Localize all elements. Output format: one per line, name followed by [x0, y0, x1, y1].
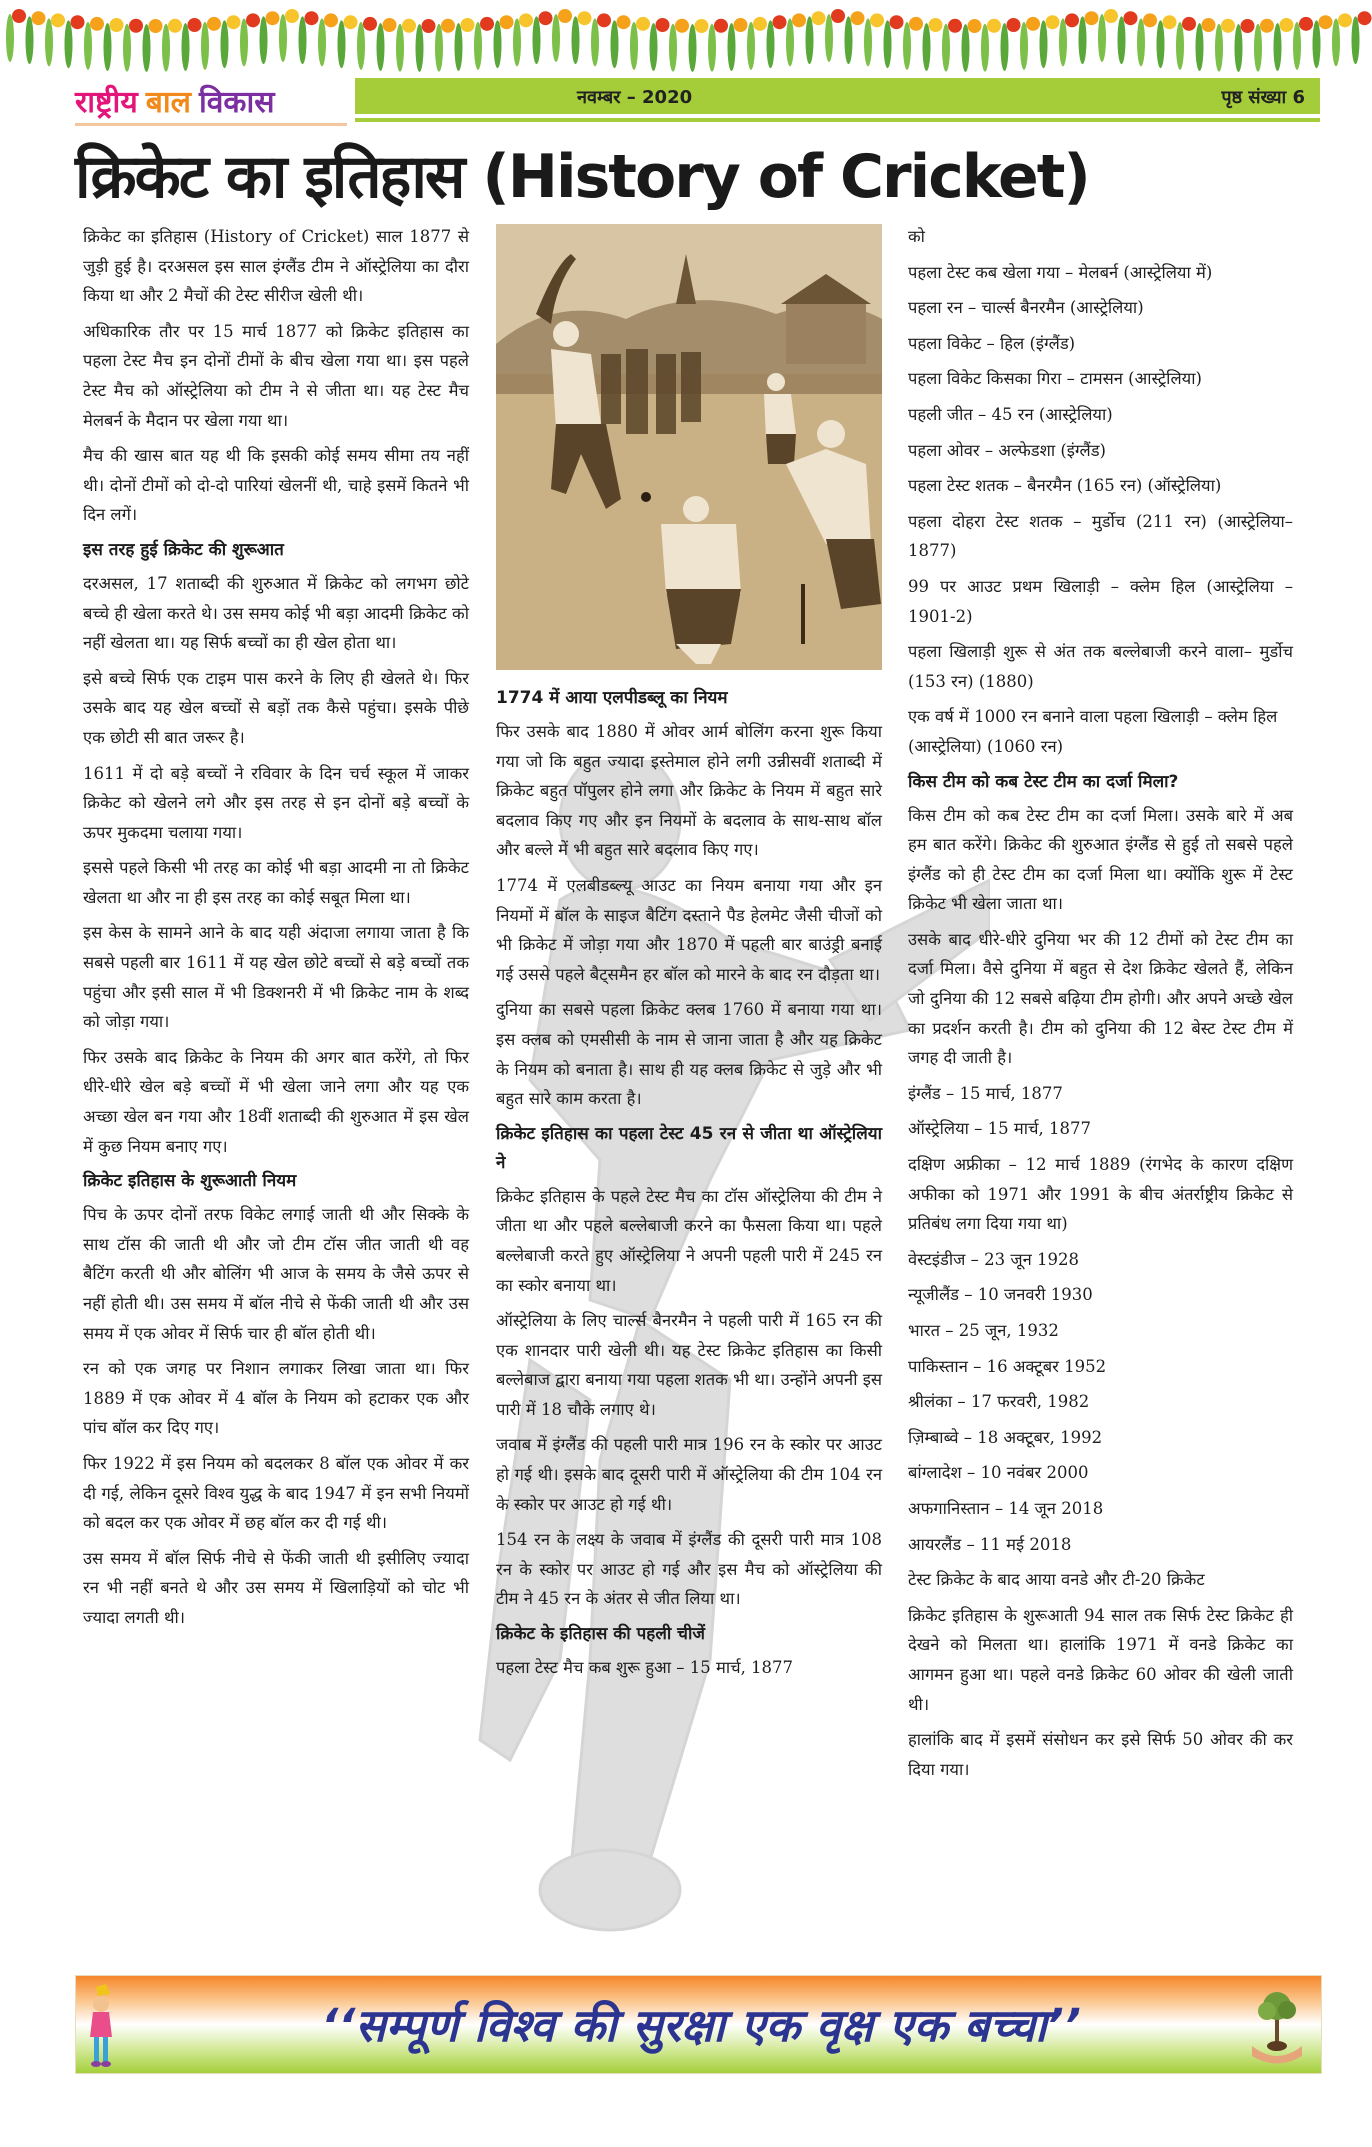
section-heading: इस तरह हुई क्रिकेट की शुरूआत [83, 539, 284, 560]
marigold-flower [1299, 17, 1313, 31]
marigold-flower [1338, 13, 1352, 27]
section-heading: 1774 में आया एलपीडब्लू का नियम [496, 688, 728, 708]
mango-leaf [1137, 18, 1145, 66]
mango-leaf [104, 23, 112, 71]
marigold-flower [246, 13, 260, 27]
mango-leaf [1176, 22, 1184, 70]
mango-leaf [494, 20, 502, 68]
marigold-flower [500, 15, 514, 29]
mango-leaf [162, 24, 170, 72]
list-item: श्रीलंका – 17 फरवरी, 1982 [908, 1392, 1090, 1412]
paragraph: फिर उसके बाद 1880 में ओवर आर्म बोलिंग करना शुरू किया गया जो कि बहुत ज्यादा इस्तेमाल होने लगी उन्नीसवीं शताब्दी में क्रिकेट बहुत पॉपुलर होने लगा और क्रिकेट के नियम में बहुत सारे बदलाव किए गए और इन नियमों के बदलाव के साथ-साथ बॉल और बल्ले में भी बहुत सारे बदलाव किए गए। [496, 722, 882, 860]
marigold-flower [1065, 13, 1079, 27]
list-item: इंग्लैंड – 15 मार्च, 1877 [908, 1083, 1063, 1103]
mango-leaf [513, 18, 521, 66]
paragraph: पिच के ऊपर दोनों तरफ विकेट लगाई जाती थी और सिक्के के साथ टॉस की जाती थी और जो टीम टॉस जीत जाती थी वह बैटिंग करती थी और बोलिंग भी आज के समय के जैसे ऊपर से नहीं होती थी। उस समय में बॉल नीचे से फेंकी जाती थी और उस समय में एक ओवर में सिर्फ चार ही बॉल होती थी। [83, 1205, 469, 1343]
marigold-garland-decoration [0, 0, 1372, 80]
marigold-flower [305, 11, 319, 25]
marigold-flower [227, 15, 241, 29]
marigold-flower [812, 11, 826, 25]
mango-leaf [1059, 18, 1067, 66]
marigold-flower [714, 19, 728, 33]
mango-leaf [45, 18, 53, 66]
slogan-banner [75, 1975, 1322, 2074]
mango-leaf [143, 24, 151, 72]
mango-leaf [6, 14, 14, 62]
publication-logo [75, 78, 347, 122]
mango-leaf [767, 20, 775, 68]
mango-leaf [630, 22, 638, 70]
logo-word-2: बाल [145, 84, 191, 120]
mango-leaf [669, 24, 677, 72]
marigold-flower [149, 19, 163, 33]
marigold-flower [831, 9, 845, 23]
marigold-flower [851, 11, 865, 25]
mango-leaf [1215, 24, 1223, 72]
marigold-flower [734, 18, 748, 32]
marigold-flower [948, 19, 962, 33]
mango-leaf [338, 20, 346, 68]
mango-leaf [845, 16, 853, 64]
marigold-flower [1163, 15, 1177, 29]
mango-leaf [201, 22, 209, 70]
list-item: न्यूजीलैंड – 10 जनवरी 1930 [908, 1285, 1093, 1305]
paragraph: इस केस के सामने आने के बाद यही अंदाजा लगाया जाता है कि सबसे पहली बार 1611 में यह खेल छोटे बच्चों से बड़े बच्चों तक पहुंचा और इसी साल में भी डिक्शनरी में भी क्रिकेट नाम के शब्द को जोड़ा गया। [83, 923, 469, 1032]
marigold-flower [870, 13, 884, 27]
paragraph: क्रिकेट इतिहास के शुरूआती 94 साल तक सिर्फ टेस्ट क्रिकेट ही देखने को मिलता था। हालांकि 1971 में वनडे क्रिकेट का आगमन हुआ था। पहले वनडे क्रिकेट 60 ओवर की खेली जाती थी। [908, 1605, 1293, 1714]
section-heading: क्रिकेट इतिहास के शुरूआती नियम [83, 1171, 297, 1192]
mango-leaf [884, 20, 892, 68]
mango-leaf [708, 24, 716, 72]
mango-leaf [1352, 16, 1360, 64]
marigold-flower [617, 15, 631, 29]
mango-leaf [1235, 24, 1243, 72]
section-heading: क्रिकेट इतिहास का पहला टेस्ट 45 रन से जीता था ऑस्ट्रेलिया ने [496, 1123, 882, 1173]
list-item: पहला विकेट – हिल (इंग्लैंड) [908, 333, 1076, 353]
mango-leaf [552, 14, 560, 62]
paragraph: जवाब में इंग्लैंड की पहली पारी मात्र 196 रन के स्कोर पर आउट हो गई थी। इसके बाद दूसरी पारी में ऑस्ट्रेलिया की टीम 104 रन के स्कोर पर आउट हो गई थी। [496, 1435, 882, 1514]
list-item: ज़िम्बाब्वे – 18 अक्टूबर, 1992 [908, 1427, 1103, 1447]
marigold-flower [1241, 19, 1255, 33]
paragraph: ऑस्ट्रेलिया के लिए चार्ल्स बैनरमैन ने पहली पारी में 165 रन की एक शानदार पारी खेली थी। यह टेस्ट क्रिकेट इतिहास का किसी बल्लेबाज द्वारा बनाया गया पहला शतक भी था। उन्होंने अपनी इस पारी में 18 चौके लगाए थे। [496, 1311, 882, 1419]
marigold-flower [422, 19, 436, 33]
mango-leaf [533, 16, 541, 64]
marigold-flower [480, 17, 494, 31]
mango-leaf [962, 24, 970, 72]
marigold-flower [1124, 11, 1138, 25]
mango-leaf [806, 16, 814, 64]
mango-leaf [221, 20, 229, 68]
header-bar-underline [355, 118, 1320, 122]
list-item: पहला टेस्ट कब खेला गया – मेलबर्न (आस्ट्रेलिया में) [908, 262, 1213, 282]
child-cartoon-icon [86, 1982, 116, 2068]
marigold-flower [890, 15, 904, 29]
mango-leaf [786, 18, 794, 66]
marigold-flower [1085, 11, 1099, 25]
mango-leaf [1098, 14, 1106, 62]
mango-leaf [572, 16, 580, 64]
subheading: टेस्ट क्रिकेट के बाद आया वनडे और टी-20 क्रिकेट [908, 1570, 1205, 1590]
marigold-flower [1046, 15, 1060, 29]
mango-leaf [299, 16, 307, 64]
mango-leaf [1313, 20, 1321, 68]
list-item: पहला विकेट किसका गिरा – टामसन (आस्ट्रेलिया) [908, 369, 1202, 389]
marigold-flower [363, 17, 377, 31]
marigold-flower [1104, 9, 1118, 23]
issue-date: नवम्बर – 2020 [577, 87, 693, 108]
marigold-flower [1319, 15, 1333, 29]
article-column-1 [83, 222, 469, 1639]
mango-leaf [864, 18, 872, 66]
mango-leaf [825, 14, 833, 62]
paragraph: उस समय में बॉल सिर्फ नीचे से फेंकी जाती थी इसीलिए ज्यादा रन भी नहीं बनते थे और उस समय में खिलाड़ियों को चोट भी ज्यादा लगती थी। [83, 1548, 469, 1627]
list-item: 99 पर आउट प्रथम खिलाड़ी – क्लेम हिल (आस्ट्रेलिया – 1901-2) [908, 576, 1293, 626]
marigold-flower [383, 18, 397, 32]
list-item: पहला खिलाड़ी शुरू से अंत तक बल्लेबाजी करने वाला– मुर्डोच (153 रन) (1880) [908, 642, 1293, 691]
marigold-flower [597, 13, 611, 27]
marigold-flower [636, 17, 650, 31]
marigold-flower [539, 11, 553, 25]
mango-leaf [591, 18, 599, 66]
list-item: दक्षिण अफ्रीका – 12 मार्च 1889 (रंगभेद के कारण दक्षिण अफीका को 1971 और 1991 के बीच अंतर्राष्ट्रीय क्रिकेट से प्रतिबंध लगा दिया गया था) [908, 1155, 1293, 1234]
mango-leaf [240, 18, 248, 66]
marigold-flower [207, 17, 221, 31]
marigold-flower [1221, 19, 1235, 33]
mango-leaf [1293, 22, 1301, 70]
mango-leaf [182, 23, 190, 71]
list-item: बांग्लादेश – 10 नवंबर 2000 [908, 1463, 1089, 1483]
marigold-flower [519, 13, 533, 27]
marigold-flower [129, 19, 143, 33]
marigold-flower [1260, 19, 1274, 33]
list-item: वेस्टइंडीज – 23 जून 1928 [908, 1249, 1079, 1269]
marigold-flower [1143, 13, 1157, 27]
mango-leaf [611, 20, 619, 68]
marigold-flower [968, 19, 982, 33]
paragraph: किस टीम को कब टेस्ट टीम का दर्जा मिला। उसके बारे में अब हम बात करेंगे। क्रिकेट की शुरुआत इंग्लैंड से हुई तो सबसे पहले इंग्लैंड को ही टेस्ट टीम का दर्जा मिला था। क्योंकि शुरू में टेस्ट क्रिकेट भी खेला जाता था। [908, 805, 1293, 914]
marigold-flower [266, 11, 280, 25]
mango-leaf [1118, 16, 1126, 64]
marigold-flower [1007, 18, 1021, 32]
paragraph: क्रिकेट का इतिहास (History of Cricket) साल 1877 से जुड़ी हुई है। दरअसल इस साल इंग्लैंड टीम ने ऑस्ट्रेलिया का दौरा किया था और 2 मैचों की टेस्ट सीरीज खेली थी। [83, 227, 469, 306]
marigold-flower [12, 9, 26, 23]
mango-leaf [923, 23, 931, 71]
list-item: पहला रन – चार्ल्स बैनरमैन (आस्ट्रेलिया) [908, 298, 1144, 318]
paragraph: अधिकारिक तौर पर 15 मार्च 1877 को क्रिकेट इतिहास का पहला टेस्ट मैच इन दोनों टीमों के बीच खेला गया था। इस पहले टेस्ट मैच को ऑस्ट्रेलिया को टीम ने से जीता था। यह टेस्ट मैच मेलबर्न के मैदान पर खेला गया था। [83, 321, 469, 430]
mango-leaf [26, 16, 34, 64]
paragraph: हालांकि बाद में इसमें संसोधन कर इसे सिर्फ 50 ओवर की कर दिया गया। [908, 1730, 1293, 1779]
marigold-flower [1280, 18, 1294, 32]
marigold-flower [32, 11, 46, 25]
paragraph: उसके बाद धीरे-धीरे दुनिया भर की 12 टीमों को टेस्ट टीम का दर्जा मिला। वैसे दुनिया में बहुत से देश क्रिकेट खेलते हैं, लेकिन जो दुनिया की 12 सबसे बढ़िया टीम होगी। और अपने अच्छे खेल का प्रदर्शन करती है। टीम को दुनिया की 12 बेस्ट टेस्ट टीम में जगह दी जाती है। [908, 929, 1293, 1068]
page-number: पृष्ठ संख्या 6 [1221, 87, 1305, 108]
marigold-flower [90, 17, 104, 31]
paragraph: 1611 में दो बड़े बच्चों ने रविवार के दिन चर्च स्कूल में जाकर क्रिकेट को खेलने लगे और इस तरह से इन दोनों बड़े बच्चों के ऊपर मुकदमा चलाया गया। [83, 763, 469, 842]
list-item: को [908, 227, 925, 246]
list-item: आयरलैंड – 11 मई 2018 [908, 1534, 1072, 1554]
marigold-flower [1182, 17, 1196, 31]
marigold-flower [285, 9, 299, 23]
logo-word-3: विकास [198, 84, 275, 120]
cricket-firsts-list [908, 222, 1293, 762]
marigold-flower [168, 19, 182, 33]
marigold-flower [675, 19, 689, 33]
mango-leaf [357, 22, 365, 70]
mango-leaf [1274, 23, 1282, 71]
list-item: पहला टेस्ट शतक – बैनरमैन (165 रन) (ऑस्ट्रेलिया) [908, 476, 1222, 496]
mango-leaf [416, 24, 424, 72]
paragraph: क्रिकेट इतिहास के पहले टेस्ट मैच का टॉस ऑस्ट्रेलिया की टीम ने जीता था और पहले बल्लेबाजी करने का फैसला किया था। पहले बल्लेबाजी करते हुए ऑस्ट्रेलिया ने अपनी पहली पारी में 245 रन का स्कोर बनाया था। [496, 1186, 882, 1295]
mango-leaf [1332, 18, 1340, 66]
list-item: पाकिस्तान – 16 अक्टूबर 1952 [908, 1356, 1107, 1376]
mango-leaf [1040, 20, 1048, 68]
marigold-flower [110, 18, 124, 32]
paragraph: रन को एक जगह पर निशान लगाकर लिखा जाता था। फिर 1889 में एक ओवर में 4 बॉल के नियम को हटाकर एक और पांच बॉल कर दिए गए। [83, 1359, 469, 1438]
marigold-flower [656, 18, 670, 32]
test-status-list [908, 1079, 1293, 1559]
marigold-flower [1358, 11, 1372, 25]
section-heading: क्रिकेट के इतिहास की पहली चीजें [496, 1624, 705, 1645]
marigold-flower [324, 13, 338, 27]
mango-leaf [396, 24, 404, 72]
mango-leaf [84, 22, 92, 70]
mango-leaf [435, 24, 443, 72]
marigold-flower [987, 19, 1001, 33]
paragraph: दुनिया का सबसे पहला क्रिकेट क्लब 1760 में बनाया गया था। इस क्लब को एमसीसी के नाम से जाना जाता है और यह क्रिकेट के नियम को बनाता है। साथ ही यह क्लब क्रिकेट से जुड़े और भी बहुत सारे काम करता है। [496, 1000, 882, 1109]
logo-underline [75, 123, 347, 126]
marigold-flower [71, 15, 85, 29]
marigold-flower [773, 15, 787, 29]
mango-leaf [1079, 16, 1087, 64]
mango-leaf [1196, 23, 1204, 71]
paragraph: पहला टेस्ट मैच कब शुरू हुआ – 15 मार्च, 1877 [496, 1658, 794, 1678]
mango-leaf [1020, 22, 1028, 70]
paragraph: 154 रन के लक्ष्य के जवाब में इंग्लैंड की दूसरी पारी मात्र 108 रन के स्कोर पर आउट हो गई और इस मैच को ऑस्ट्रेलिया की टीम ने 45 रन के अंतर से जीत लिया था। [496, 1530, 882, 1609]
paragraph: 1774 में एलबीडब्ल्यू आउट का नियम बनाया गया और इन नियमों में बॉल के साइज बैटिंग दस्ताने पैड हेलमेट जैसी चीजों को भी क्रिकेट में जोड़ा गया और 1870 में पहली बार बाउंड्री बनाई गई उससे पहले बैट्समैन हर बॉल को मारने के बाद रन दौड़ता था। [496, 875, 882, 984]
header-bar [355, 78, 1320, 114]
mango-leaf [728, 23, 736, 71]
masthead [75, 78, 1320, 122]
mango-leaf [123, 24, 131, 72]
marigold-flower [753, 17, 767, 31]
paragraph: फिर उसके बाद क्रिकेट के नियम की अगर बात करेंगे, तो फिर धीरे-धीरे खेल बड़े बच्चों में भी खेला जाने लगा और यह एक अच्छा खेल बन गया और 18वीं शताब्दी की शुरुआत में इस खेल में कुछ नियम बनाए गए। [83, 1047, 469, 1156]
marigold-flower [695, 19, 709, 33]
mango-leaf [650, 23, 658, 71]
marigold-flower [344, 15, 358, 29]
marigold-flower [1202, 18, 1216, 32]
mango-leaf [1254, 24, 1262, 72]
mango-leaf [1001, 23, 1009, 71]
mango-leaf [903, 22, 911, 70]
mango-leaf [65, 20, 73, 68]
marigold-flower [402, 19, 416, 33]
paragraph: फिर 1922 में इस नियम को बदलकर 8 बॉल एक ओवर में कर दी गई, लेकिन दूसरे विश्व युद्ध के बाद 1947 में इन सभी नियमों को बदल कर एक ओवर में छह बॉल कर दी गई थी। [83, 1453, 469, 1533]
sapling-in-hands-icon [1247, 1986, 1307, 2066]
paragraph: मैच की खास बात यह थी कि इसकी कोई समय सीमा तय नहीं थी। दोनों टीमों को दो-दो पारियां खेलनीं थी, चाहे इसमें कितने भी दिन लगें। [83, 446, 469, 525]
list-item: पहली जीत – 45 रन (आस्ट्रेलिया) [908, 404, 1113, 424]
mango-leaf [747, 22, 755, 70]
list-item: पहला ओवर – अल्फेडशा (इंग्लैंड) [908, 440, 1106, 460]
list-item: भारत – 25 जून, 1932 [908, 1321, 1059, 1340]
mango-leaf [981, 24, 989, 72]
mango-leaf [689, 24, 697, 72]
logo-word-1: राष्ट्रीय [75, 84, 138, 120]
mango-leaf [260, 16, 268, 64]
marigold-flower [188, 18, 202, 32]
marigold-flower [1026, 17, 1040, 31]
list-item: पहला दोहरा टेस्ट शतक – मुर्डोच (211 रन) (आस्ट्रेलिया– 1877) [908, 511, 1293, 561]
slogan-text: ‘‘सम्पूर्ण विश्व की सुरक्षा एक वृक्ष एक बच्चा’’ [321, 1999, 1081, 2052]
marigold-flower [792, 13, 806, 27]
mango-leaf [455, 23, 463, 71]
section-heading: किस टीम को कब टेस्ट टीम का दर्जा मिला? [908, 771, 1179, 792]
marigold-flower [461, 18, 475, 32]
article-title: क्रिकेट का इतिहास (History of Cricket) [75, 142, 1089, 212]
mango-leaf [279, 14, 287, 62]
marigold-flower [441, 19, 455, 33]
marigold-flower [909, 17, 923, 31]
mango-leaf [1157, 20, 1165, 68]
list-item: एक वर्ष में 1000 रन बनाने वाला पहला खिलाड़ी – क्लेम हिल (आस्ट्रेलिया) (1060 रन) [908, 707, 1278, 756]
paragraph: दरअसल, 17 शताब्दी की शुरुआत में क्रिकेट को लगभग छोटे बच्चे ही खेला करते थे। उस समय कोई भी बड़ा आदमी क्रिकेट को नहीं खेलता था। यह सिर्फ बच्चों का ही खेल होता था। [83, 573, 469, 653]
paragraph: इससे पहले किसी भी तरह का कोई भी बड़ा आदमी ना तो क्रिकेट खेलता था और ना ही इस तरह का कोई सबूत मिला था। [83, 858, 469, 907]
marigold-flower [51, 13, 65, 27]
article-column-2 [496, 224, 882, 1689]
article-column-3 [908, 222, 1293, 1790]
mango-leaf [377, 23, 385, 71]
marigold-flower [558, 9, 572, 23]
paragraph: इसे बच्चे सिर्फ एक टाइम पास करने के लिए ही खेलते थे। फिर उसके बाद यह खेल बच्चों से बड़ों तक कैसे पहुंचा। इसके पीछे एक छोटी सी बात जरूर है। [83, 668, 469, 747]
mango-leaf [318, 18, 326, 66]
mango-leaf [942, 24, 950, 72]
marigold-flower [929, 18, 943, 32]
vintage-cricket-engraving-image [496, 224, 882, 670]
list-item: ऑस्ट्रेलिया – 15 मार्च, 1877 [908, 1119, 1091, 1139]
list-item: अफगानिस्तान – 14 जून 2018 [908, 1498, 1104, 1518]
marigold-flower [578, 11, 592, 25]
mango-leaf [474, 22, 482, 70]
